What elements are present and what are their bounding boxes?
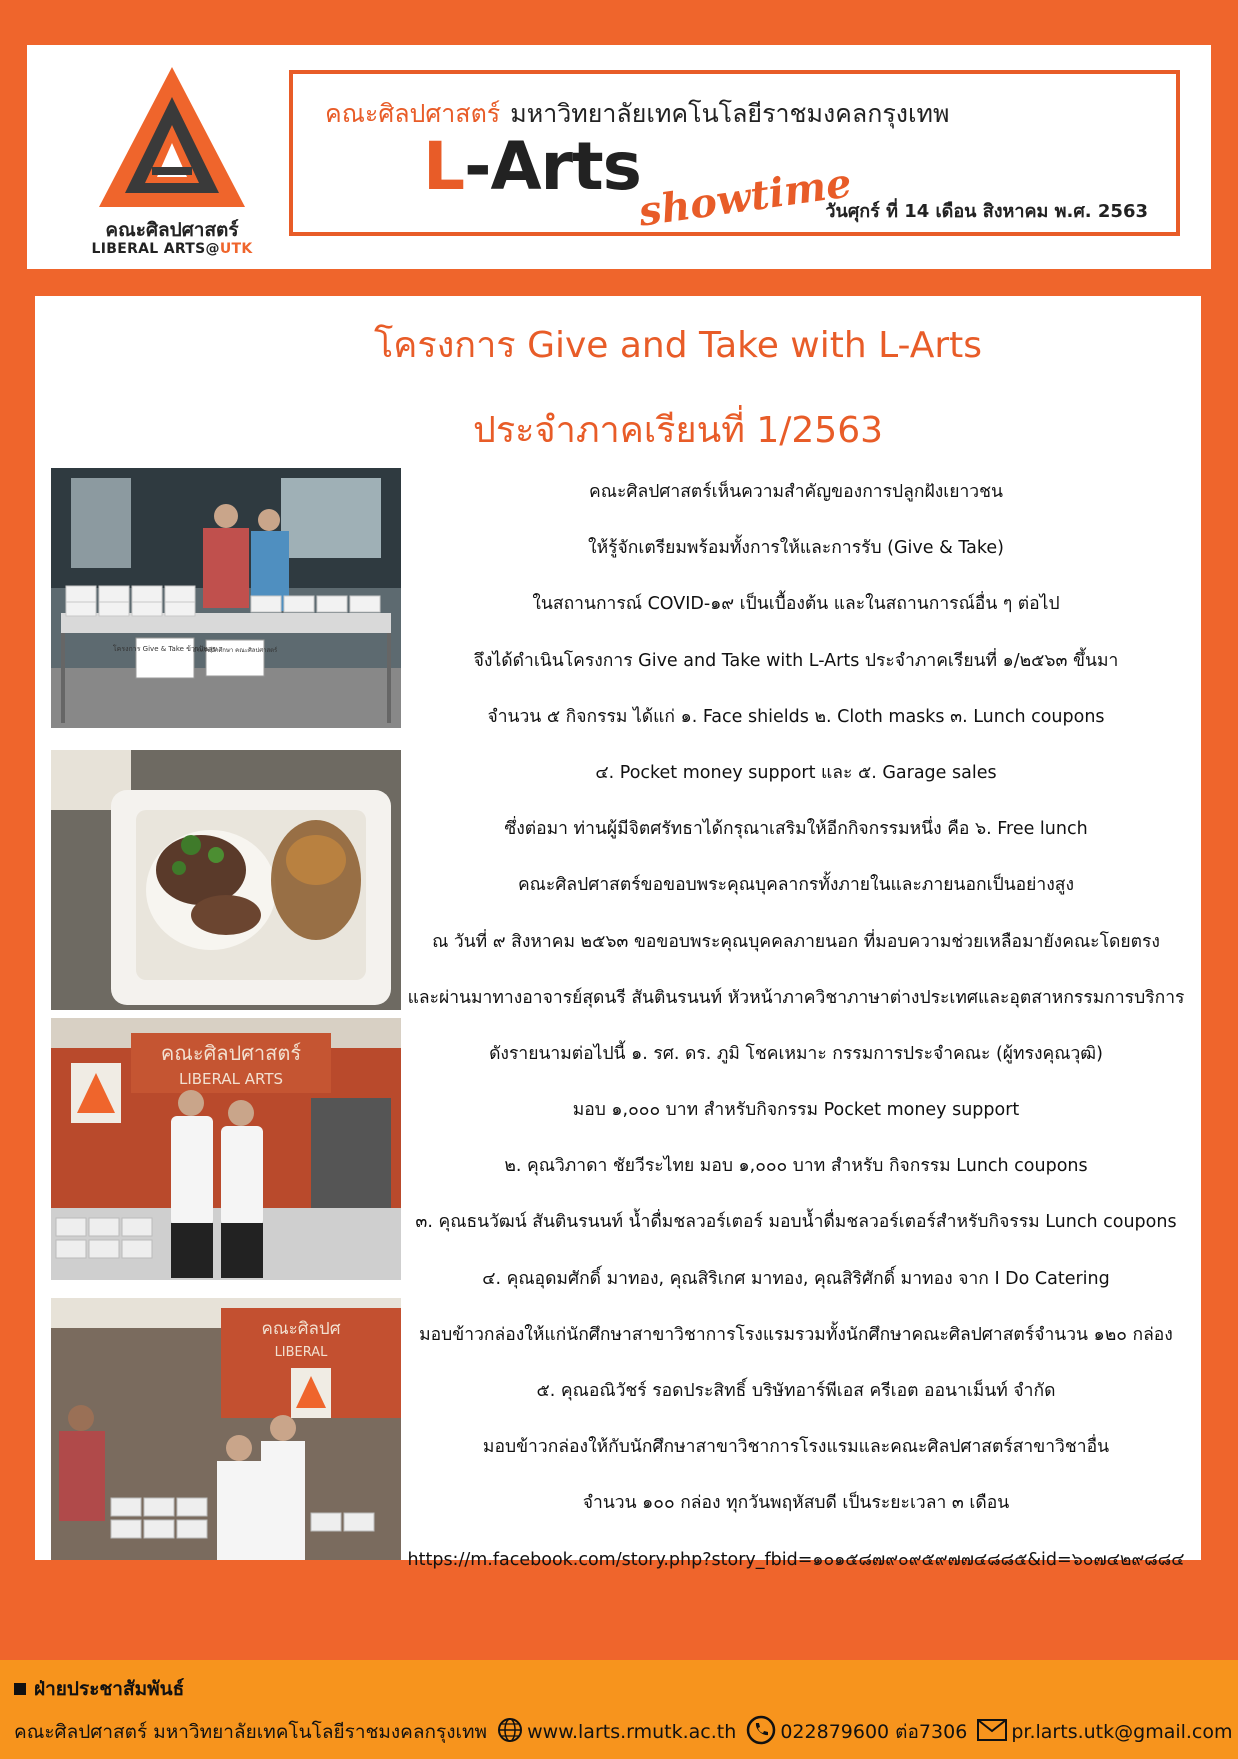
body-line: จำนวน ๑๐๐ กล่อง ทุกวันพฤหัสบดี เป็นระยะเวลา ๓ เดือน [582,1493,1010,1514]
footer-department [14,1674,184,1704]
masthead-frame [289,70,1180,236]
footer-faculty: คณะศิลปศาสตร์ มหาวิทยาลัยเทคโนโลยีราชมงคลกรุงเทพ [14,1721,488,1743]
body-line: ซึ่งต่อมา ท่านผู้มีจิตศรัทธาได้กรุณาเสริมให้อีกกิจกรรมหนึ่ง คือ ๖. Free lunch [504,819,1088,840]
footer-department-label: ฝ่ายประชาสัมพันธ์ [34,1678,185,1700]
body-line: ๒. คุณวิภาดา ชัยวีระไทย มอบ ๑,๐๐๐ บาท สำหรับ กิจกรรม Lunch coupons [504,1156,1088,1177]
building-sign-thai-2: คณะศิลปศ [261,1319,341,1339]
logo-english-text [67,241,277,257]
phone-icon [746,1715,776,1750]
body-line: คณะศิลปศาสตร์ขอขอบพระคุณบุคลากรทั้งภายในและภายนอกเป็นอย่างสูง [517,875,1075,896]
masthead-university: มหาวิทยาลัยเทคโนโลยีราชมงคลกรุงเทพ [510,99,950,128]
article-headline: โครงการ Give and Take with L-Arts [373,325,983,366]
building-sign-thai: คณะศิลปศาสตร์ [160,1041,302,1065]
logo-thai-text: คณะศิลปศาสตร์ [105,219,239,241]
footer-contact [14,1715,1233,1750]
logo-triangle-icon [97,65,247,210]
footer [0,1660,1238,1759]
issue-date: วันศุกร์ ที่ 14 เดือน สิงหาคม พ.ศ. 2563 [825,201,1148,222]
body-line: จำนวน ๕ กิจกรรม ได้แก่ ๑. Face shields ๒. Cloth masks ๓. Lunch coupons [487,706,1105,727]
faculty-logo [67,65,277,265]
globe-icon [497,1717,523,1748]
body-line: ๕. คุณอณิวัชร์ รอดประสิทธิ์ บริษัทอาร์พีเอส ครีเอต ออนาเม็นท์ จำกัด [536,1381,1056,1401]
body-line: ๓. คุณธนวัฒน์ สันตินรนนท์ น้ำดื่มชลวอร์เตอร์ มอบน้ำดื่มชลวอร์เตอร์สำหรับกิจรรม Lunch coupons [415,1212,1177,1233]
photo-students-distributing [51,1298,401,1560]
header [27,45,1211,269]
logo-en-utk: UTK [219,241,253,257]
masthead-faculty: คณะศิลปศาสตร์ [325,99,501,128]
building-sign-english-2: LIBERAL [274,1345,328,1360]
article-body [403,464,1189,1588]
brand-arts: -Arts [464,128,641,205]
body-line: ๔. Pocket money support และ ๕. Garage sales [595,762,997,783]
body-line: ณ วันที่ ๙ สิงหาคม ๒๕๖๓ ขอขอบพระคุณบุคคลภายนอก ที่มอบความช่วยเหลือมายังคณะโดยตรง [432,931,1160,952]
bullet-square-icon [14,1683,26,1695]
article-subheadline: ประจำภาคเรียนที่ 1/2563 [472,410,884,451]
body-line: และผ่านมาทางอาจารย์สุดนรี สันตินรนนท์ หัวหน้าภาควิชาภาษาต่างประเทศและอุตสาหกรรมการบริการ [407,987,1185,1008]
body-line: ๔. คุณอุดมศักดิ์ มาทอง, คุณสิริเกศ มาทอง, คุณสิริศักดิ์ มาทอง จาก I Do Catering [482,1268,1110,1289]
sign-a-text: โครงการ Give & Take ข้าวปันสุข [112,645,218,653]
body-line: จึงได้ดำเนินโครงการ Give and Take with L-Arts ประจำภาคเรียนที่ ๑/๒๕๖๓ ขึ้นมา [473,650,1119,671]
building-sign-english: LIBERAL ARTS [178,1070,284,1088]
photo-lunchbox-table [51,468,401,728]
brand-showtime: showtime [635,159,855,236]
sign-b-text: สำหรับนักศึกษา คณะศิลปศาสตร์ [192,647,278,654]
footer-email[interactable]: pr.larts.utk@gmail.com [1011,1721,1233,1743]
body-line: มอบข้าวกล่องให้กับนักศึกษาสาขาวิชาการโรงแรมและคณะศิลปศาสตร์สาขาวิชาอื่น [482,1437,1110,1458]
body-line: ดังรายนามต่อไปนี้ ๑. รศ. ดร. ภูมิ โชคเหมาะ กรรมการประจำคณะ (ผู้ทรงคุณวุฒิ) [489,1043,1103,1064]
masthead-brand [423,128,641,205]
footer-phone[interactable]: 022879600 ต่อ7306 [780,1721,968,1743]
photo-students-faculty [51,1018,401,1280]
footer-website[interactable]: www.larts.rmutk.ac.th [527,1721,737,1743]
facebook-link[interactable]: https://m.facebook.com/story.php?story_fbid=๑๐๑๕๘๗๙๐๙๕๙๗๗๔๘๘๕&id=๖๐๗๔๒๙๘๘๔ [407,1549,1185,1570]
body-line: มอบข้าวกล่องให้แก่นักศึกษาสาขาวิชาการโรงแรมรวมทั้งนักศึกษาคณะศิลปศาสตร์จำนวน ๑๒๐ กล่อง [419,1324,1173,1345]
body-line: ในสถานการณ์ COVID-๑๙ เป็นเบื้องต้น และในสถานการณ์อื่น ๆ ต่อไป [532,594,1060,615]
article [35,296,1201,1570]
body-line: คณะศิลปศาสตร์เห็นความสำคัญของการปลูกฝังเยาวชน [589,482,1003,502]
mail-icon [977,1719,1007,1746]
body-line: มอบ ๑,๐๐๐ บาท สำหรับกิจกรรม Pocket money support [572,1100,1020,1121]
logo-en-prefix: LIBERAL ARTS@ [91,241,220,257]
brand-l: L [423,128,465,205]
photo-rice-box [51,750,401,1010]
body-line: ให้รู้จักเตรียมพร้อมทั้งการให้และการรับ (Give & Take) [588,538,1004,559]
